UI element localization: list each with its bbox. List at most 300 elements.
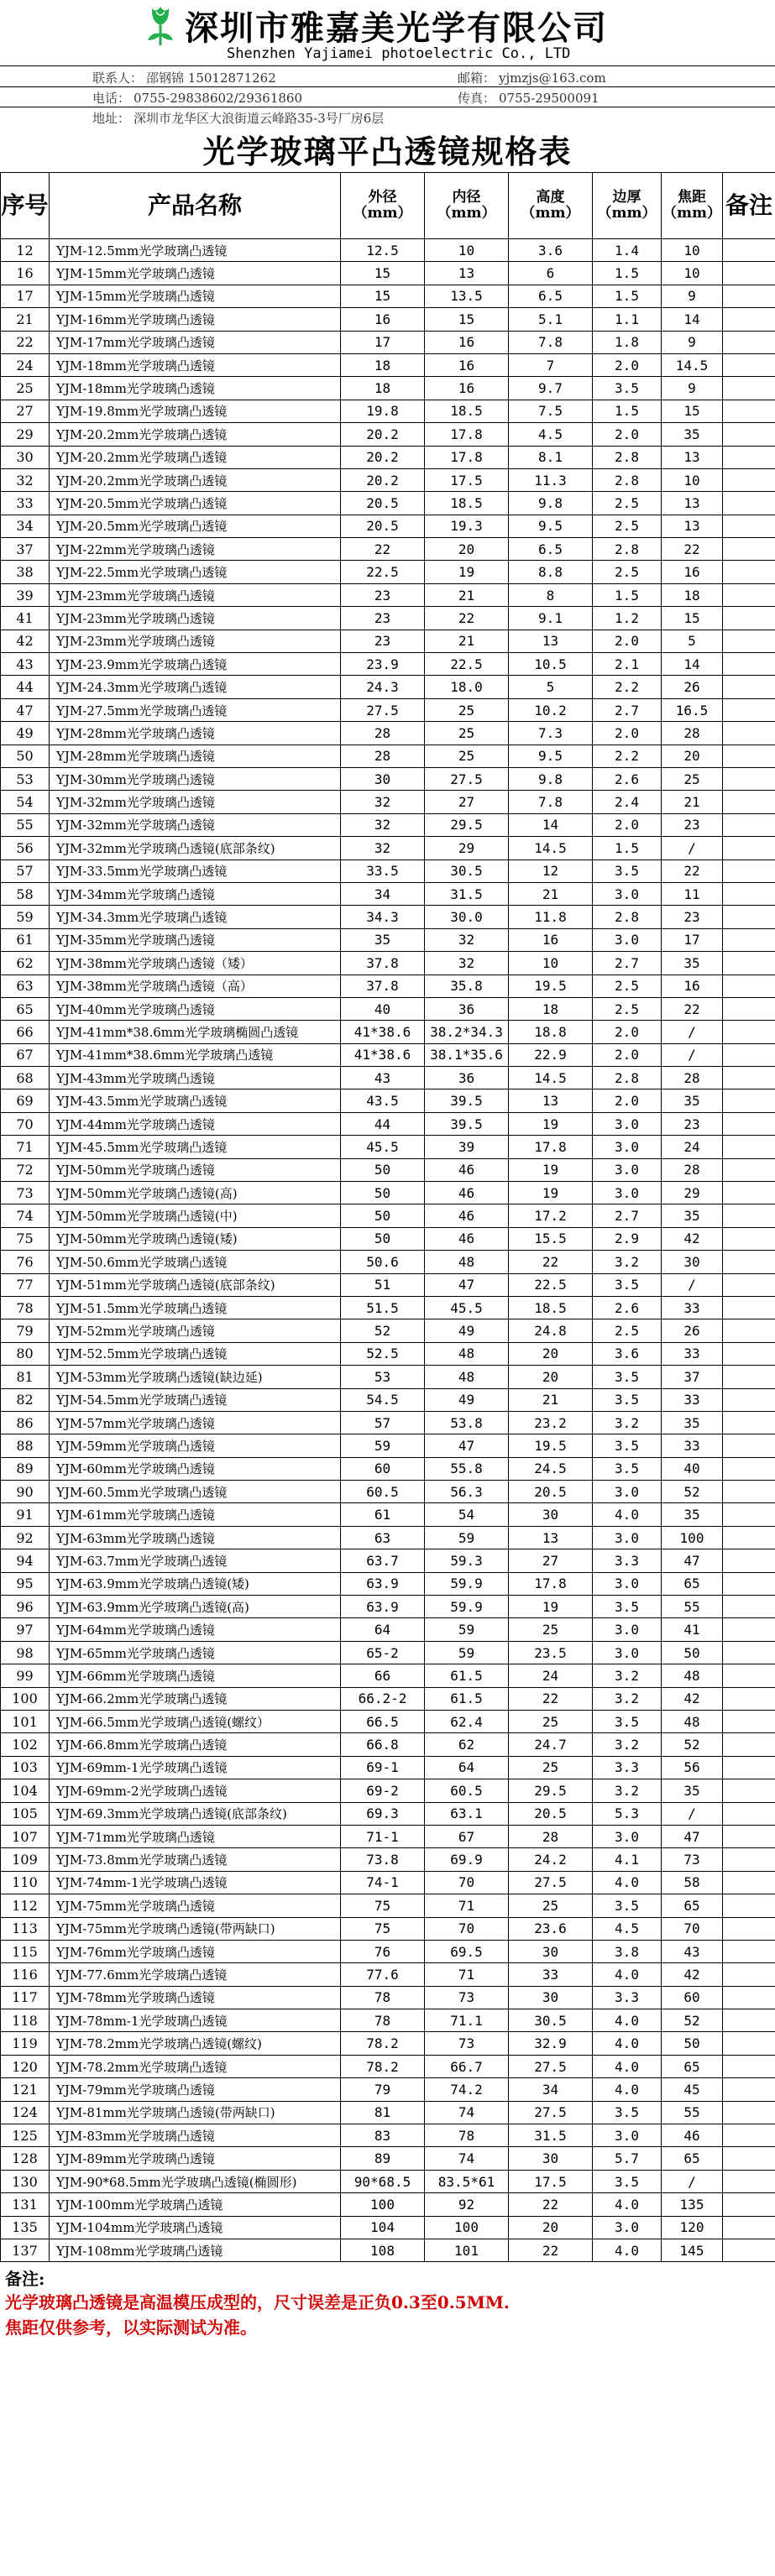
cell-product-name: YJM-65mm光学玻璃凸透镜	[50, 1641, 341, 1664]
cell-focal-length: 135	[662, 2193, 723, 2216]
cell-product-name: YJM-44mm光学玻璃凸透镜	[50, 1112, 341, 1135]
cell-edge-thickness: 2.5	[593, 515, 662, 537]
cell-seq: 55	[1, 813, 50, 836]
cell-focal-length: 26	[662, 676, 723, 698]
cell-product-name: YJM-20.2mm光学玻璃凸透镜	[50, 468, 341, 491]
cell-focal-length: 9	[662, 331, 723, 353]
cell-remark	[723, 353, 775, 376]
cell-product-name: YJM-20.2mm光学玻璃凸透镜	[50, 423, 341, 446]
cell-outer-diameter: 63.9	[341, 1596, 425, 1618]
cell-inner-diameter: 16	[425, 331, 509, 353]
cell-edge-thickness: 3.0	[593, 1481, 662, 1503]
cell-outer-diameter: 37.8	[341, 952, 425, 974]
table-row	[1, 1940, 775, 1962]
cell-inner-diameter: 32	[425, 928, 509, 951]
cell-outer-diameter: 66	[341, 1664, 425, 1687]
cell-focal-length: 52	[662, 2009, 723, 2032]
cell-remark	[723, 997, 775, 1020]
document-title: 光学玻璃平凸透镜规格表	[202, 133, 573, 170]
cell-inner-diameter: 74.2	[425, 2078, 509, 2101]
tulip-logo-icon	[143, 3, 178, 47]
cell-outer-diameter: 108	[341, 2239, 425, 2261]
cell-seq: 38	[1, 561, 50, 583]
cell-seq: 82	[1, 1388, 50, 1411]
cell-edge-thickness: 2.8	[593, 468, 662, 491]
cell-outer-diameter: 65-2	[341, 1641, 425, 1664]
cell-focal-length: /	[662, 837, 723, 860]
cell-seq: 86	[1, 1411, 50, 1434]
table-row	[1, 423, 775, 446]
cell-product-name: YJM-51mm光学玻璃凸透镜(底部条纹)	[50, 1273, 341, 1296]
cell-product-name: YJM-15mm光学玻璃凸透镜	[50, 262, 341, 285]
cell-edge-thickness: 3.0	[593, 1825, 662, 1847]
cell-inner-diameter: 35.8	[425, 974, 509, 997]
cell-remark	[723, 607, 775, 630]
cell-remark	[723, 1503, 775, 1526]
cell-inner-diameter: 74	[425, 2147, 509, 2170]
cell-remark	[723, 2101, 775, 2124]
cell-inner-diameter: 61.5	[425, 1687, 509, 1710]
cell-edge-thickness: 4.0	[593, 1871, 662, 1894]
table-row	[1, 308, 775, 331]
cell-height: 23.5	[509, 1641, 593, 1664]
cell-edge-thickness: 2.7	[593, 1204, 662, 1227]
cell-remark	[723, 400, 775, 422]
cell-height: 19.5	[509, 974, 593, 997]
cell-outer-diameter: 17	[341, 331, 425, 353]
cell-focal-length: 50	[662, 1641, 723, 1664]
cell-height: 14	[509, 813, 593, 836]
cell-focal-length: 33	[662, 1434, 723, 1457]
cell-outer-diameter: 66.8	[341, 1733, 425, 1756]
cell-product-name: YJM-63.9mm光学玻璃凸透镜(高)	[50, 1596, 341, 1618]
cell-inner-diameter: 36	[425, 997, 509, 1020]
table-row	[1, 1204, 775, 1227]
cell-outer-diameter: 75	[341, 1894, 425, 1917]
cell-focal-length: 25	[662, 767, 723, 790]
cell-product-name: YJM-12.5mm光学玻璃凸透镜	[50, 239, 341, 262]
cell-inner-diameter: 83.5*61	[425, 2170, 509, 2192]
header-remark: 备注	[723, 173, 775, 239]
cell-remark	[723, 1434, 775, 1457]
cell-product-name: YJM-57mm光学玻璃凸透镜	[50, 1411, 341, 1434]
cell-seq: 88	[1, 1434, 50, 1457]
cell-inner-diameter: 29.5	[425, 813, 509, 836]
cell-product-name: YJM-35mm光学玻璃凸透镜	[50, 928, 341, 951]
cell-seq: 94	[1, 1549, 50, 1572]
cell-outer-diameter: 50.6	[341, 1251, 425, 1273]
cell-seq: 67	[1, 1043, 50, 1066]
cell-focal-length: 73	[662, 1848, 723, 1871]
cell-product-name: YJM-22mm光学玻璃凸透镜	[50, 538, 341, 561]
cell-inner-diameter: 30.0	[425, 906, 509, 928]
cell-inner-diameter: 59.3	[425, 1549, 509, 1572]
cell-outer-diameter: 78.2	[341, 2032, 425, 2055]
cell-remark	[723, 308, 775, 331]
cell-focal-length: 13	[662, 492, 723, 515]
cell-outer-diameter: 59	[341, 1434, 425, 1457]
table-row	[1, 1733, 775, 1756]
cell-edge-thickness: 3.0	[593, 1526, 662, 1549]
cell-outer-diameter: 60.5	[341, 1481, 425, 1503]
cell-remark	[723, 538, 775, 561]
cell-edge-thickness: 2.0	[593, 813, 662, 836]
cell-remark	[723, 813, 775, 836]
cell-product-name: YJM-69.3mm光学玻璃凸透镜(底部条纹)	[50, 1802, 341, 1825]
cell-product-name: YJM-66.8mm光学玻璃凸透镜	[50, 1733, 341, 1756]
cell-inner-diameter: 54	[425, 1503, 509, 1526]
cell-outer-diameter: 51	[341, 1273, 425, 1296]
cell-seq: 89	[1, 1457, 50, 1480]
cell-edge-thickness: 3.5	[593, 1711, 662, 1733]
cell-outer-diameter: 51.5	[341, 1296, 425, 1319]
cell-remark	[723, 1043, 775, 1066]
cell-remark	[723, 767, 775, 790]
cell-remark	[723, 928, 775, 951]
cell-focal-length: 24	[662, 1136, 723, 1158]
cell-outer-diameter: 20.5	[341, 515, 425, 537]
cell-product-name: YJM-18mm光学玻璃凸透镜	[50, 377, 341, 400]
cell-seq: 125	[1, 2124, 50, 2147]
cell-outer-diameter: 78.2	[341, 2055, 425, 2077]
cell-remark	[723, 1664, 775, 1687]
cell-remark	[723, 2009, 775, 2032]
cell-edge-thickness: 2.0	[593, 1043, 662, 1066]
cell-edge-thickness: 2.2	[593, 745, 662, 767]
cell-height: 19	[509, 1596, 593, 1618]
cell-remark	[723, 2032, 775, 2055]
cell-focal-length: 42	[662, 1227, 723, 1250]
cell-product-name: YJM-69mm-1光学玻璃凸透镜	[50, 1756, 341, 1779]
cell-focal-length: 14	[662, 308, 723, 331]
cell-inner-diameter: 25	[425, 745, 509, 767]
table-row	[1, 353, 775, 376]
cell-height: 18.5	[509, 1296, 593, 1319]
table-row	[1, 2170, 775, 2192]
cell-edge-thickness: 2.9	[593, 1227, 662, 1250]
cell-height: 7.8	[509, 791, 593, 813]
fax-info	[458, 89, 600, 107]
cell-height: 22.9	[509, 1043, 593, 1066]
table-row	[1, 1366, 775, 1388]
cell-outer-diameter: 83	[341, 2124, 425, 2147]
cell-edge-thickness: 3.2	[593, 1733, 662, 1756]
cell-product-name: YJM-23mm光学玻璃凸透镜	[50, 630, 341, 652]
cell-remark	[723, 1319, 775, 1342]
cell-edge-thickness: 3.3	[593, 1986, 662, 2009]
cell-inner-diameter: 29	[425, 837, 509, 860]
cell-height: 20.5	[509, 1802, 593, 1825]
cell-product-name: YJM-66mm光学玻璃凸透镜	[50, 1664, 341, 1687]
cell-edge-thickness: 3.0	[593, 1641, 662, 1664]
cell-height: 29.5	[509, 1779, 593, 1802]
cell-edge-thickness: 2.0	[593, 630, 662, 652]
header-outer-diameter-label: 外径	[368, 189, 397, 206]
table-row	[1, 1481, 775, 1503]
cell-edge-thickness: 3.0	[593, 1136, 662, 1158]
cell-seq: 68	[1, 1067, 50, 1089]
phone-label: 电话：	[92, 91, 131, 106]
cell-seq: 99	[1, 1664, 50, 1687]
cell-remark	[723, 583, 775, 606]
cell-focal-length: 28	[662, 1067, 723, 1089]
cell-edge-thickness: 2.5	[593, 492, 662, 515]
cell-seq: 124	[1, 2101, 50, 2124]
cell-edge-thickness: 3.5	[593, 2101, 662, 2124]
cell-edge-thickness: 3.5	[593, 1596, 662, 1618]
cell-edge-thickness: 1.5	[593, 285, 662, 307]
table-row	[1, 1711, 775, 1733]
cell-remark	[723, 1940, 775, 1962]
cell-edge-thickness: 1.5	[593, 262, 662, 285]
cell-seq: 12	[1, 239, 50, 262]
cell-seq: 112	[1, 1894, 50, 1917]
cell-remark	[723, 1067, 775, 1089]
cell-inner-diameter: 32	[425, 952, 509, 974]
cell-product-name: YJM-38mm光学玻璃凸透镜（矮）	[50, 952, 341, 974]
cell-outer-diameter: 77.6	[341, 1963, 425, 1986]
cell-remark	[723, 1917, 775, 1940]
table-row	[1, 813, 775, 836]
cell-product-name: YJM-33.5mm光学玻璃凸透镜	[50, 860, 341, 882]
header-unit: （mm）	[353, 205, 412, 222]
cell-remark	[723, 1227, 775, 1250]
cell-edge-thickness: 3.5	[593, 377, 662, 400]
cell-product-name: YJM-73.8mm光学玻璃凸透镜	[50, 1848, 341, 1871]
cell-inner-diameter: 64	[425, 1756, 509, 1779]
cell-outer-diameter: 50	[341, 1204, 425, 1227]
cell-outer-diameter: 23	[341, 630, 425, 652]
cell-focal-length: 35	[662, 952, 723, 974]
cell-inner-diameter: 56.3	[425, 1481, 509, 1503]
cell-inner-diameter: 73	[425, 1986, 509, 2009]
cell-outer-diameter: 73.8	[341, 1848, 425, 1871]
cell-product-name: YJM-19.8mm光学玻璃凸透镜	[50, 400, 341, 422]
cell-inner-diameter: 62.4	[425, 1711, 509, 1733]
cell-height: 25	[509, 1711, 593, 1733]
cell-remark	[723, 2216, 775, 2239]
cell-product-name: YJM-27.5mm光学玻璃凸透镜	[50, 698, 341, 721]
cell-edge-thickness: 3.6	[593, 1342, 662, 1365]
contact-label: 联系人：	[92, 71, 144, 86]
cell-height: 18.8	[509, 1021, 593, 1043]
cell-edge-thickness: 2.5	[593, 561, 662, 583]
table-row	[1, 1986, 775, 2009]
cell-remark	[723, 653, 775, 676]
cell-seq: 65	[1, 997, 50, 1020]
cell-height: 14.5	[509, 1067, 593, 1089]
cell-inner-diameter: 17.5	[425, 468, 509, 491]
cell-edge-thickness: 3.5	[593, 1434, 662, 1457]
table-row	[1, 1112, 775, 1135]
cell-outer-diameter: 76	[341, 1940, 425, 1962]
cell-seq: 42	[1, 630, 50, 652]
cell-edge-thickness: 2.0	[593, 1021, 662, 1043]
cell-outer-diameter: 23	[341, 583, 425, 606]
table-row	[1, 698, 775, 721]
cell-remark	[723, 423, 775, 446]
cell-outer-diameter: 37.8	[341, 974, 425, 997]
cell-seq: 76	[1, 1251, 50, 1273]
cell-edge-thickness: 3.0	[593, 2124, 662, 2147]
cell-inner-diameter: 62	[425, 1733, 509, 1756]
cell-remark	[723, 1802, 775, 1825]
cell-remark	[723, 1756, 775, 1779]
cell-height: 20.5	[509, 1481, 593, 1503]
email-value: yjmzjs@163.com	[499, 71, 606, 86]
cell-product-name: YJM-38mm光学玻璃凸透镜（高）	[50, 974, 341, 997]
cell-inner-diameter: 60.5	[425, 1779, 509, 1802]
cell-product-name: YJM-41mm*38.6mm光学玻璃椭圆凸透镜	[50, 1021, 341, 1043]
cell-inner-diameter: 63.1	[425, 1802, 509, 1825]
cell-remark	[723, 952, 775, 974]
cell-height: 22	[509, 1687, 593, 1710]
cell-inner-diameter: 69.5	[425, 1940, 509, 1962]
cell-inner-diameter: 38.1*35.6	[425, 1043, 509, 1066]
cell-remark	[723, 2124, 775, 2147]
cell-height: 9.7	[509, 377, 593, 400]
cell-remark	[723, 377, 775, 400]
cell-edge-thickness: 3.0	[593, 2216, 662, 2239]
cell-product-name: YJM-104mm光学玻璃凸透镜	[50, 2216, 341, 2239]
table-row	[1, 2101, 775, 2124]
header-product-name: 产品名称	[50, 173, 341, 239]
table-row	[1, 262, 775, 285]
cell-outer-diameter: 69-1	[341, 1756, 425, 1779]
cell-inner-diameter: 100	[425, 2216, 509, 2239]
table-row	[1, 1825, 775, 1847]
cell-inner-diameter: 39.5	[425, 1112, 509, 1135]
cell-focal-length: /	[662, 1273, 723, 1296]
table-row	[1, 2078, 775, 2101]
cell-edge-thickness: 1.5	[593, 837, 662, 860]
header-inner-diameter	[425, 173, 509, 239]
cell-height: 5.1	[509, 308, 593, 331]
table-row	[1, 1411, 775, 1434]
cell-height: 21	[509, 1388, 593, 1411]
cell-seq: 29	[1, 423, 50, 446]
cell-edge-thickness: 2.5	[593, 1319, 662, 1342]
cell-focal-length: 20	[662, 745, 723, 767]
cell-seq: 117	[1, 1986, 50, 2009]
cell-focal-length: /	[662, 1043, 723, 1066]
cell-remark	[723, 1894, 775, 1917]
table-row	[1, 331, 775, 353]
cell-edge-thickness: 3.0	[593, 1572, 662, 1595]
cell-seq: 96	[1, 1596, 50, 1618]
cell-edge-thickness: 4.0	[593, 2193, 662, 2216]
cell-product-name: YJM-50.6mm光学玻璃凸透镜	[50, 1251, 341, 1273]
cell-inner-diameter: 18.0	[425, 676, 509, 698]
cell-focal-length: 42	[662, 1687, 723, 1710]
cell-remark	[723, 791, 775, 813]
cell-seq: 25	[1, 377, 50, 400]
cell-edge-thickness: 3.2	[593, 1664, 662, 1687]
cell-inner-diameter: 22.5	[425, 653, 509, 676]
cell-focal-length: 9	[662, 377, 723, 400]
cell-product-name: YJM-74mm-1光学玻璃凸透镜	[50, 1871, 341, 1894]
cell-remark	[723, 1112, 775, 1135]
cell-inner-diameter: 71	[425, 1894, 509, 1917]
header-edge-label: 边厚	[612, 189, 641, 206]
table-row	[1, 2032, 775, 2055]
cell-height: 22	[509, 2193, 593, 2216]
header-unit: （mm）	[437, 205, 496, 222]
cell-edge-thickness: 3.2	[593, 1687, 662, 1710]
cell-height: 10	[509, 952, 593, 974]
cell-seq: 101	[1, 1711, 50, 1733]
cell-focal-length: 50	[662, 2032, 723, 2055]
contact-info	[92, 69, 276, 86]
cell-seq: 71	[1, 1136, 50, 1158]
cell-height: 23.6	[509, 1917, 593, 1940]
table-row	[1, 1227, 775, 1250]
table-row	[1, 791, 775, 813]
cell-outer-diameter: 20.2	[341, 446, 425, 468]
table-row	[1, 745, 775, 767]
cell-remark	[723, 698, 775, 721]
cell-seq: 47	[1, 698, 50, 721]
cell-outer-diameter: 50	[341, 1227, 425, 1250]
cell-height: 17.5	[509, 2170, 593, 2192]
cell-outer-diameter: 50	[341, 1158, 425, 1181]
cell-height: 25	[509, 1618, 593, 1641]
cell-remark	[723, 1986, 775, 2009]
cell-outer-diameter: 41*38.6	[341, 1043, 425, 1066]
cell-outer-diameter: 28	[341, 722, 425, 745]
cell-seq: 30	[1, 446, 50, 468]
cell-edge-thickness: 3.2	[593, 1779, 662, 1802]
cell-edge-thickness: 3.5	[593, 1457, 662, 1480]
cell-inner-diameter: 48	[425, 1251, 509, 1273]
cell-outer-diameter: 28	[341, 745, 425, 767]
cell-edge-thickness: 2.1	[593, 653, 662, 676]
cell-seq: 92	[1, 1526, 50, 1549]
cell-focal-length: 145	[662, 2239, 723, 2261]
cell-focal-length: 22	[662, 538, 723, 561]
cell-outer-diameter: 32	[341, 791, 425, 813]
cell-outer-diameter: 34	[341, 882, 425, 905]
cell-product-name: YJM-50mm光学玻璃凸透镜(高)	[50, 1182, 341, 1204]
cell-product-name: YJM-77.6mm光学玻璃凸透镜	[50, 1963, 341, 1986]
cell-edge-thickness: 2.4	[593, 791, 662, 813]
cell-focal-length: 28	[662, 722, 723, 745]
cell-remark	[723, 1089, 775, 1112]
cell-inner-diameter: 67	[425, 1825, 509, 1847]
cell-focal-length: 23	[662, 813, 723, 836]
cell-edge-thickness: 3.0	[593, 1618, 662, 1641]
cell-edge-thickness: 3.0	[593, 1112, 662, 1135]
cell-seq: 105	[1, 1802, 50, 1825]
cell-outer-diameter: 32	[341, 813, 425, 836]
table-row	[1, 1021, 775, 1043]
cell-inner-diameter: 53.8	[425, 1411, 509, 1434]
cell-focal-length: 35	[662, 1411, 723, 1434]
cell-focal-length: 45	[662, 2078, 723, 2101]
cell-seq: 17	[1, 285, 50, 307]
table-row	[1, 1779, 775, 1802]
cell-product-name: YJM-66.2mm光学玻璃凸透镜	[50, 1687, 341, 1710]
cell-remark	[723, 1963, 775, 1986]
cell-seq: 118	[1, 2009, 50, 2032]
table-row	[1, 1894, 775, 1917]
cell-edge-thickness: 3.0	[593, 882, 662, 905]
cell-inner-diameter: 25	[425, 698, 509, 721]
cell-inner-diameter: 92	[425, 2193, 509, 2216]
cell-remark	[723, 1549, 775, 1572]
cell-edge-thickness: 3.2	[593, 1251, 662, 1273]
cell-inner-diameter: 48	[425, 1366, 509, 1388]
